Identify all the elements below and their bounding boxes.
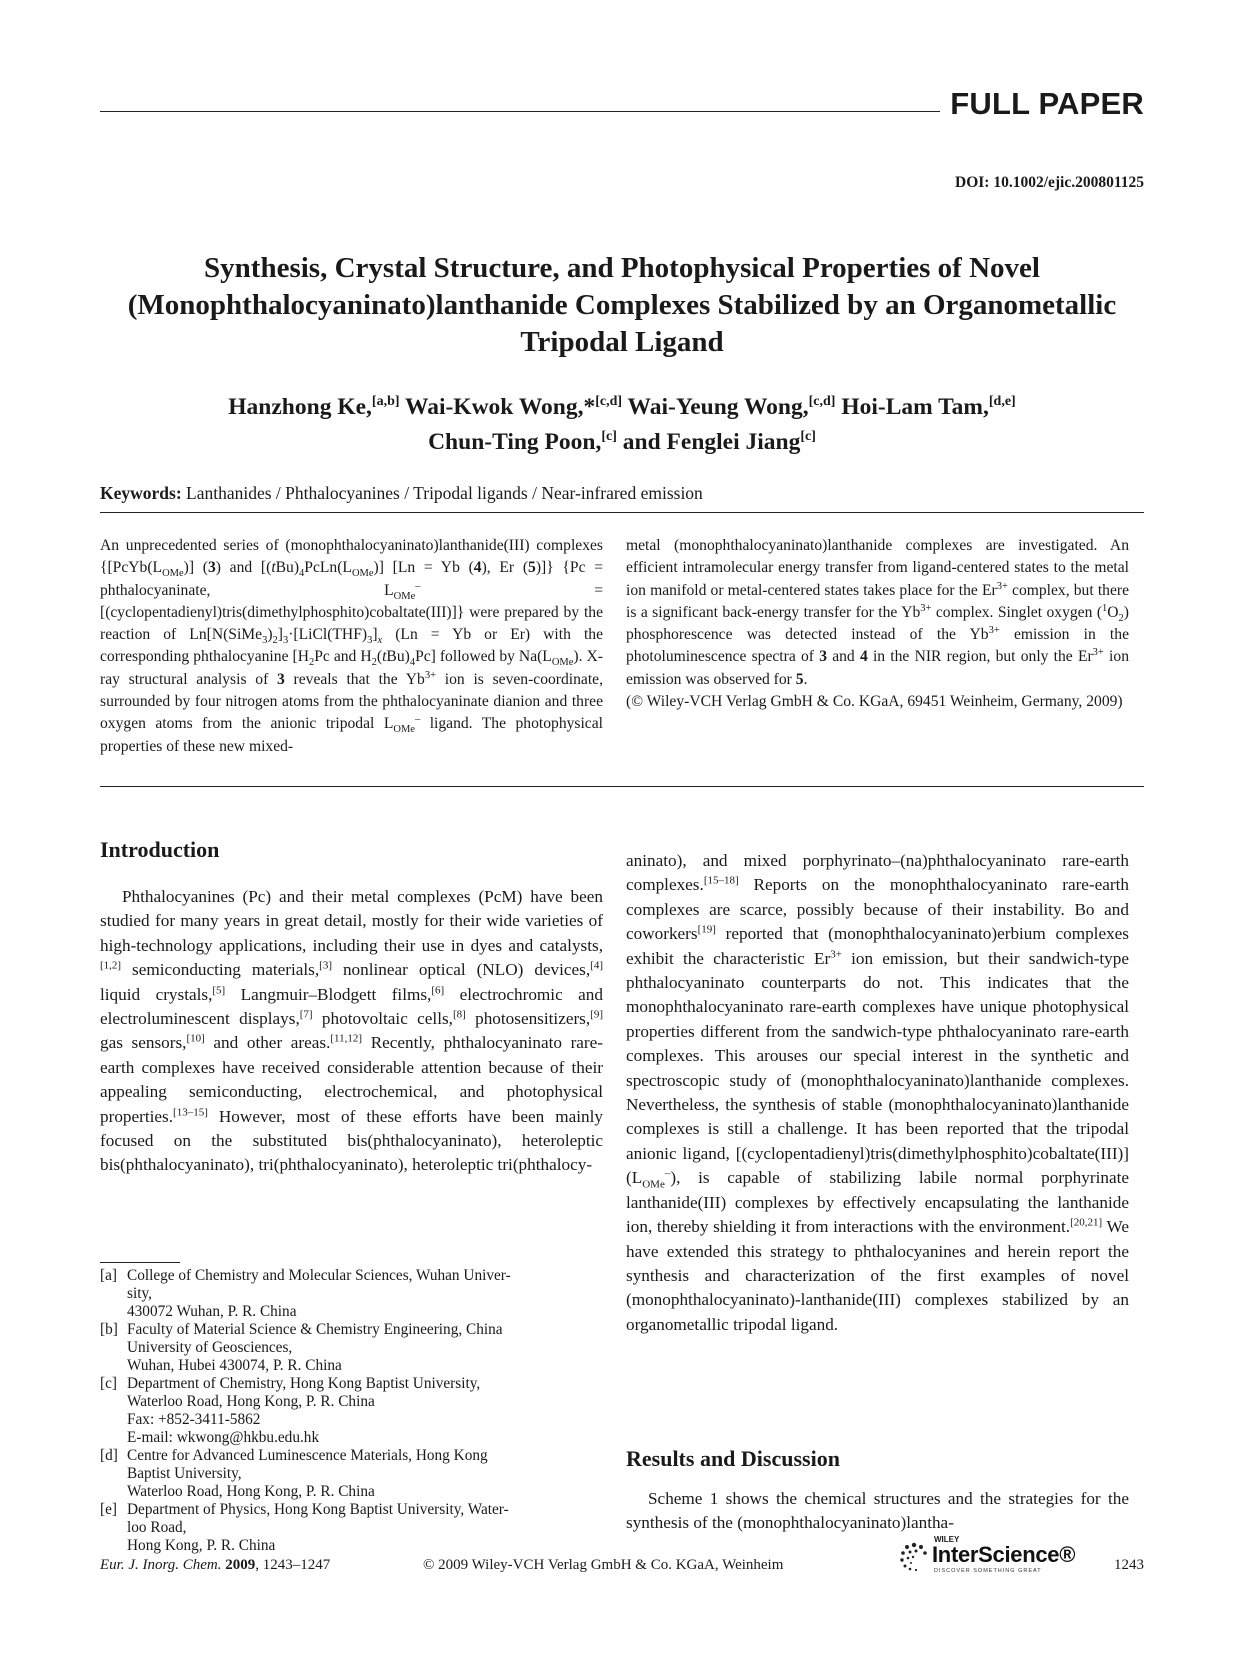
intro-text-left: Phthalocyanines (Pc) and their metal complexes (PcM) have been studied for many years in great detail, mostly for their wide varieties of high-technology applications, including their use in dyes and catalysts,[1,2] semiconducting materials,[3] nonlinear optical (NLO) devices,[4] liquid crystals,[5] Langmuir–Blodgett films,[6] electrochromic and electroluminescent displays,[7] photovoltaic cells,[8] photosensitizers,[9] gas sensors,[10] and other areas.[11,12] Recently, phthalocyaninato rare-earth complexes have received considerable attention because of their appealing semiconducting, electrochemical, and photophysical properties.[13–15] However, most of these efforts have been mainly focused on the substituted bis(phthalocyaninato), heteroleptic bis(phthalocyaninato), tri(phthalocyaninato), heteroleptic tri(phthalocy- (100, 887, 603, 1175)
header-bar (100, 86, 1144, 120)
footnote-line: sity, (127, 1285, 152, 1302)
footnote-tag: [c] (100, 1375, 117, 1392)
footnote-rule (100, 1262, 180, 1263)
footnote-line: University of Geosciences, (127, 1339, 293, 1356)
footnote-line: loo Road, (127, 1519, 187, 1536)
journal-name: Eur. J. Inorg. Chem. (100, 1557, 222, 1573)
doi[interactable]: DOI: 10.1002/ejic.200801125 (955, 174, 1144, 191)
affiliation-footnotes (100, 1267, 603, 1555)
title-line: (Monophthalocyaninato)lanthanide Complexes Stabilized by an Organometallic (127, 289, 1117, 321)
affiliation-mark: [c,d] (808, 394, 836, 409)
author-line-2 (100, 422, 1144, 457)
footnote-a (100, 1267, 603, 1321)
footnote-line: Faculty of Material Science & Chemistry Engineering, China (127, 1321, 503, 1338)
author-list (100, 387, 1144, 457)
author-name: Chun-Ting Poon, (428, 428, 602, 455)
paper-title (100, 250, 1144, 361)
footnote-line: Waterloo Road, Hong Kong, P. R. China (127, 1393, 375, 1410)
logo-wiley-text: WILEY (934, 1535, 960, 1544)
footnote-tag: [e] (100, 1501, 117, 1518)
wiley-interscience-logo[interactable] (898, 1535, 1088, 1577)
article-type-label: FULL PAPER (950, 86, 1144, 121)
footnote-tag: [d] (100, 1447, 118, 1464)
footnote-line: Waterloo Road, Hong Kong, P. R. China (127, 1483, 375, 1500)
affiliation-mark: [a,b] (371, 394, 400, 409)
author-name: Hoi-Lam Tam, (841, 393, 989, 420)
footnote-line: Department of Chemistry, Hong Kong Baptist University, (127, 1375, 481, 1392)
footnote-e (100, 1501, 603, 1555)
footnote-tag: [b] (100, 1321, 118, 1338)
abstract-right: metal (monophthalocyaninato)lanthanide complexes are investigated. An efficient intramolecular energy transfer from ligand-centered states to the metal ion manifold or metal-centered states takes place for the $Er^{3+}$ complex, but there is a significant back-energy transfer for the $Yb^{3+}$ complex. Singlet oxygen $(^1O_2)$ phosphorescence was detected instead of the $Yb^{3+}$ emission in the photoluminescence spectra of 3 and 4 in the NIR region, but only the $Er^{3+}$ ion emission was observed for 5. (© Wiley-VCH Verlag GmbH & Co. KGaA, 69451 Weinheim, Germany, 2009) (626, 537, 1129, 711)
page-number: 1243 (1114, 1557, 1144, 1573)
logo-interscience-text: InterScience® (932, 1542, 1076, 1567)
footnote-c (100, 1375, 603, 1447)
footnote-tag: [a] (100, 1267, 117, 1284)
footnote-line: Department of Physics, Hong Kong Baptist University, Water- (127, 1501, 509, 1518)
section-heading-results: Results and Discussion (626, 1446, 840, 1471)
keywords-text: Lanthanides / Phthalocyanines / Tripodal ligands / Near-infrared emission (186, 483, 703, 503)
interscience-globe-icon (898, 1541, 930, 1573)
journal-pages: , 1243–1247 (255, 1557, 331, 1573)
title-line: Synthesis, Crystal Structure, and Photophysical Properties of Novel (204, 252, 1040, 284)
footnote-line: Baptist University, (127, 1465, 242, 1482)
email-link[interactable]: E-mail: wkwong@hkbu.edu.hk (127, 1429, 320, 1446)
journal-year: 2009 (225, 1557, 256, 1573)
results-text (626, 1487, 1129, 1536)
abstract-rule (100, 786, 1144, 787)
affiliation-mark: [c] (800, 428, 816, 444)
affiliation-mark: [c] (601, 428, 617, 444)
footer-citation (100, 1557, 330, 1574)
footnote-line: Fax: +852-3411-5862 (127, 1411, 261, 1428)
footer-copyright: © 2009 Wiley-VCH Verlag GmbH & Co. KGaA, Weinheim (423, 1557, 784, 1573)
author-name: Wai-Yeung Wong, (627, 393, 809, 420)
header-rule (100, 111, 940, 112)
footnote-line: College of Chemistry and Molecular Sciences, Wuhan Univer- (127, 1267, 511, 1284)
logo-tagline: DISCOVER SOMETHING GREAT (934, 1568, 1042, 1574)
footnote-line: Hong Kong, P. R. China (127, 1537, 276, 1554)
footnote-b (100, 1321, 603, 1375)
footnote-line: Wuhan, Hubei 430074, P. R. China (127, 1357, 342, 1374)
footnote-line: Centre for Advanced Luminescence Materials, Hong Kong (127, 1447, 488, 1464)
keywords-label: Keywords: (100, 483, 182, 503)
keywords-rule (100, 512, 1144, 513)
author-line-1 (100, 387, 1144, 422)
author-name: Wai-Kwok Wong,* (405, 393, 596, 420)
footnote-d (100, 1447, 603, 1501)
footnote-line: 430072 Wuhan, P. R. China (127, 1303, 297, 1320)
section-heading-introduction: Introduction (100, 837, 220, 862)
affiliation-mark: [c,d] (595, 394, 623, 409)
author-name: Hanzhong Ke, (228, 393, 372, 420)
keywords (100, 483, 1144, 504)
author-name: and Fenglei Jiang (622, 428, 801, 455)
abstract-left: An unprecedented series of (monophthalocyaninato)lanthanide(III) complexes {$[PcYb(L_{OMe})]$ (3) and $[(tBu)_4PcLn(L_{OMe})] [Ln = Yb$ (4), Er (5)]} {Pc = phthalocyaninate, $L_{OMe}^-$ = [(cyclopentadienyl)tris(dimethylphosphito)cobaltate(III)]} were prepared by the reaction of $Ln[N(SiMe_3)_2]_3\cdot[LiCl(THF)_3]_x$ (Ln = Yb or Er) with the corresponding phthalocyanine [$H_2Pc$ and $H_2(tBu)_4Pc$] followed by $Na(L_{OMe})$. X-ray structural analysis of 3 reveals that the $Yb^{3+}$ ion is seven-coordinate, surrounded by four nitrogen atoms from the phthalocyaninate dianion and three oxygen atoms from the anionic tripodal $L_{OMe}^-$ ligand. The photophysical properties of these new mixed- (100, 537, 604, 755)
results-paragraph: Scheme 1 shows the chemical structures and the strategies for the synthesis of the (monophthalocyaninato)lantha- (626, 1489, 1129, 1533)
affiliation-mark: [d,e] (988, 394, 1016, 409)
intro-text-right: aninato), and mixed porphyrinato–(na)phthalocyaninato rare-earth complexes.[15–18] Reports on the monophthalocyaninato rare-earth complexes are scarce, possibly because of their instability. Bo and coworkers[19] reported that (monophthalocyaninato)erbium complexes exhibit the characteristic $Er^{3+}$ ion emission, but their sandwich-type phthalocyaninato counterparts do not. This indicates that the monophthalocyaninato rare-earth complexes have unique photophysical properties different from the sandwich-type phthalocyaninato rare-earth complexes. This arouses our special interest in the synthetic and spectroscopic study of (monophthalocyaninato)lanthanide complexes. Nevertheless, the synthesis of stable (monophthalocyaninato)lanthanide complexes is still a challenge. It has been reported that the tripodal anionic ligand, [(cyclopentadienyl)tris(dimethylphosphito)cobaltate(III)] $(L_{OMe}^-)$, is capable of stabilizing labile normal porphyrinate lanthanide(III) complexes by effectively encapsulating the lanthanide ion, thereby shielding it from interactions with the environment.[20,21] We have extended this strategy to phthalocyanines and herein report the synthesis and characterization of the first examples of novel (monophthalocyaninato)-lanthanide(III) complexes stabilized by an organometallic tripodal ligand. (626, 851, 1130, 1334)
title-line: Tripodal Ligand (520, 326, 724, 358)
